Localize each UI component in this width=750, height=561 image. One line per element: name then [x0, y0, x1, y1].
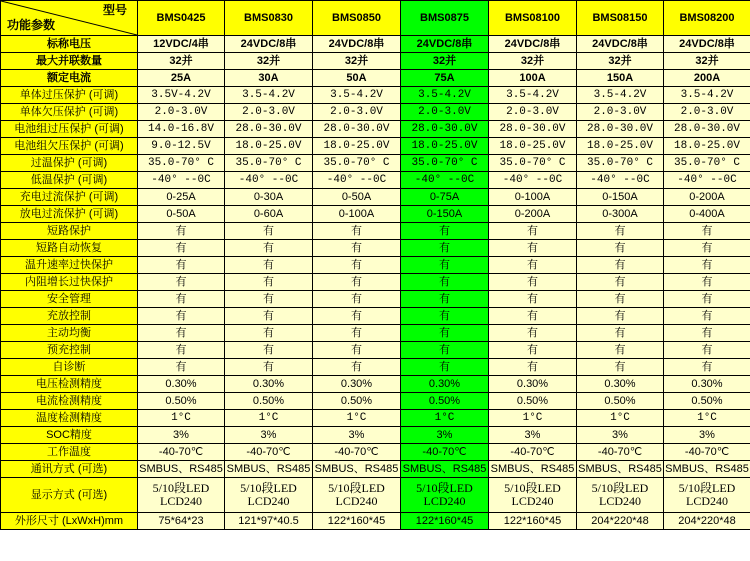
table-cell: 0.50% — [225, 393, 313, 410]
table-cell: 0-150A — [577, 189, 664, 206]
table-cell: 有 — [225, 240, 313, 257]
table-cell: 32并 — [401, 53, 489, 70]
table-cell: 有 — [313, 342, 401, 359]
table-cell: 0-300A — [577, 206, 664, 223]
display-option-line: 5/10段LED — [678, 480, 736, 495]
table-cell: -40-70℃ — [489, 444, 577, 461]
table-cell: 3.5V-4.2V — [138, 87, 225, 104]
table-cell: 28.0-30.0V — [401, 121, 489, 138]
model-header-bms08100: BMS08100 — [489, 1, 577, 36]
table-cell — [225, 478, 313, 513]
table-cell: 3% — [313, 427, 401, 444]
row-label: 放电过流保护 (可调) — [1, 206, 138, 223]
table-cell: 1°C — [138, 410, 225, 427]
table-cell: 150A — [577, 70, 664, 87]
table-row — [1, 172, 750, 189]
display-option-line: 5/10段LED — [591, 480, 649, 495]
table-cell: 12VDC/4串 — [138, 36, 225, 53]
table-cell: 0.50% — [313, 393, 401, 410]
table-cell — [401, 478, 489, 513]
table-cell: 0-50A — [138, 206, 225, 223]
table-cell: 3.5-4.2V — [577, 87, 664, 104]
table-cell: 1°C — [225, 410, 313, 427]
table-cell: 18.0-25.0V — [664, 138, 750, 155]
table-cell: -40° --0C — [225, 172, 313, 189]
row-label: 显示方式 (可选) — [1, 478, 138, 513]
display-option-line: 5/10段LED — [328, 480, 385, 495]
table-cell — [577, 478, 664, 513]
table-cell: 28.0-30.0V — [489, 121, 577, 138]
table-cell: 有 — [313, 257, 401, 274]
table-cell: 121*97*40.5 — [225, 513, 313, 530]
table-row — [1, 325, 750, 342]
table-cell: 35.0-70° C — [313, 155, 401, 172]
table-cell: 有 — [225, 325, 313, 342]
table-cell — [138, 478, 225, 513]
table-cell: 14.0-16.8V — [138, 121, 225, 138]
table-cell: 32并 — [313, 53, 401, 70]
display-option-line: LCD240 — [423, 494, 466, 508]
table-cell: 有 — [138, 291, 225, 308]
table-row — [1, 155, 750, 172]
table-cell: 有 — [489, 240, 577, 257]
table-cell: 2.0-3.0V — [313, 104, 401, 121]
table-cell: 有 — [313, 274, 401, 291]
table-cell: 有 — [313, 359, 401, 376]
table-cell: 2.0-3.0V — [138, 104, 225, 121]
table-cell: 有 — [577, 325, 664, 342]
table-cell: 0.50% — [489, 393, 577, 410]
table-cell: 24VDC/8串 — [313, 36, 401, 53]
table-cell: 3% — [138, 427, 225, 444]
table-cell: 有 — [138, 257, 225, 274]
table-cell: 0.30% — [225, 376, 313, 393]
table-cell: 0-50A — [313, 189, 401, 206]
row-label: 额定电流 — [1, 70, 138, 87]
table-cell: 有 — [138, 274, 225, 291]
table-cell: 有 — [577, 240, 664, 257]
table-cell: -40° --0C — [664, 172, 750, 189]
param-label: 功能参数 — [7, 17, 56, 32]
table-cell: 0.30% — [577, 376, 664, 393]
table-cell: 有 — [664, 359, 750, 376]
table-cell: 有 — [138, 325, 225, 342]
table-row — [1, 189, 750, 206]
row-label: 通讯方式 (可选) — [1, 461, 138, 478]
row-label: 过温保护 (可调) — [1, 155, 138, 172]
table-cell: 3.5-4.2V — [489, 87, 577, 104]
table-cell: 32并 — [577, 53, 664, 70]
table-cell: 有 — [664, 342, 750, 359]
table-cell: -40-70℃ — [225, 444, 313, 461]
row-label: 充放控制 — [1, 308, 138, 325]
table-cell: 0.50% — [138, 393, 225, 410]
table-row — [1, 138, 750, 155]
table-row — [1, 240, 750, 257]
table-cell: 9.0-12.5V — [138, 138, 225, 155]
table-cell: 有 — [664, 274, 750, 291]
row-label: 电压检测精度 — [1, 376, 138, 393]
table-cell: 35.0-70° C — [138, 155, 225, 172]
table-cell: SMBUS、RS485 — [664, 461, 750, 478]
table-row — [1, 291, 750, 308]
table-cell: 有 — [401, 308, 489, 325]
table-cell: 32并 — [225, 53, 313, 70]
table-cell: 有 — [138, 240, 225, 257]
table-cell: 0-25A — [138, 189, 225, 206]
table-cell: 3.5-4.2V — [401, 87, 489, 104]
table-cell: 3% — [489, 427, 577, 444]
table-cell: -40° --0C — [489, 172, 577, 189]
table-cell: 有 — [138, 342, 225, 359]
model-label: 型号 — [102, 3, 127, 17]
row-label: 预充控制 — [1, 342, 138, 359]
table-cell: 0-100A — [313, 206, 401, 223]
table-cell: 30A — [225, 70, 313, 87]
table-cell: 18.0-25.0V — [225, 138, 313, 155]
table-cell: 有 — [577, 223, 664, 240]
row-label: 短路保护 — [1, 223, 138, 240]
table-cell: 0.30% — [489, 376, 577, 393]
table-cell: SMBUS、RS485 — [313, 461, 401, 478]
table-row — [1, 393, 750, 410]
table-cell: 24VDC/8串 — [577, 36, 664, 53]
table-cell: 2.0-3.0V — [401, 104, 489, 121]
table-cell: 1°C — [489, 410, 577, 427]
table-cell: 35.0-70° C — [401, 155, 489, 172]
table-cell: SMBUS、RS485 — [225, 461, 313, 478]
table-cell: 2.0-3.0V — [664, 104, 750, 121]
table-cell: 0.50% — [577, 393, 664, 410]
table-cell: 35.0-70° C — [225, 155, 313, 172]
row-label: 单体欠压保护 (可调) — [1, 104, 138, 121]
table-cell — [313, 478, 401, 513]
table-row — [1, 410, 750, 427]
table-cell: 有 — [577, 308, 664, 325]
table-cell: 18.0-25.0V — [401, 138, 489, 155]
model-header-bms0425: BMS0425 — [138, 1, 225, 36]
row-label: 最大并联数量 — [1, 53, 138, 70]
row-label: 内阻增长过快保护 — [1, 274, 138, 291]
table-cell: 有 — [138, 359, 225, 376]
table-cell: -40-70℃ — [138, 444, 225, 461]
table-cell: 32并 — [138, 53, 225, 70]
display-option-line: 5/10段LED — [152, 480, 210, 495]
table-cell: 1°C — [577, 410, 664, 427]
table-cell: -40-70℃ — [664, 444, 750, 461]
table-cell: 1°C — [313, 410, 401, 427]
table-cell: 122*160*45 — [313, 513, 401, 530]
table-cell: 有 — [225, 223, 313, 240]
table-cell: 有 — [401, 223, 489, 240]
table-cell: 有 — [313, 223, 401, 240]
table-row — [1, 206, 750, 223]
table-cell: 有 — [401, 359, 489, 376]
table-cell: 2.0-3.0V — [577, 104, 664, 121]
table-cell: 有 — [489, 342, 577, 359]
table-cell: 3.5-4.2V — [664, 87, 750, 104]
table-cell: 35.0-70° C — [577, 155, 664, 172]
table-cell: 有 — [313, 291, 401, 308]
row-label: 电流检测精度 — [1, 393, 138, 410]
table-cell: 有 — [664, 291, 750, 308]
table-cell: 18.0-25.0V — [577, 138, 664, 155]
table-cell: 有 — [577, 274, 664, 291]
table-cell: -40° --0C — [401, 172, 489, 189]
table-cell: 有 — [313, 240, 401, 257]
table-cell: 28.0-30.0V — [664, 121, 750, 138]
table-cell: 有 — [664, 308, 750, 325]
table-cell: 24VDC/8串 — [489, 36, 577, 53]
table-cell: 有 — [489, 223, 577, 240]
table-cell: 3.5-4.2V — [313, 87, 401, 104]
table-cell: 0.30% — [138, 376, 225, 393]
table-cell: 有 — [313, 308, 401, 325]
row-label: 短路自动恢复 — [1, 240, 138, 257]
table-cell: 有 — [138, 223, 225, 240]
table-cell: 1°C — [664, 410, 750, 427]
table-cell: 204*220*48 — [664, 513, 750, 530]
table-cell: 0-150A — [401, 206, 489, 223]
row-label: 温度检测精度 — [1, 410, 138, 427]
table-cell: 24VDC/8串 — [225, 36, 313, 53]
table-row — [1, 513, 750, 530]
table-row — [1, 104, 750, 121]
display-option-line: LCD240 — [335, 494, 378, 508]
table-cell: SMBUS、RS485 — [138, 461, 225, 478]
table-cell: 有 — [489, 308, 577, 325]
table-cell: 有 — [577, 291, 664, 308]
display-option-line: LCD240 — [247, 494, 290, 508]
table-cell: -40° --0C — [577, 172, 664, 189]
table-cell: 75*64*23 — [138, 513, 225, 530]
row-label: 电池组过压保护 (可调) — [1, 121, 138, 138]
table-row — [1, 70, 750, 87]
table-cell: 32并 — [664, 53, 750, 70]
table-cell: 有 — [225, 308, 313, 325]
table-cell: 有 — [577, 359, 664, 376]
row-label: 主动均衡 — [1, 325, 138, 342]
table-cell: SMBUS、RS485 — [489, 461, 577, 478]
table-cell: 35.0-70° C — [489, 155, 577, 172]
table-cell: 18.0-25.0V — [313, 138, 401, 155]
display-option-line: 5/10段LED — [416, 480, 473, 495]
table-cell: 有 — [225, 257, 313, 274]
table-cell: 24VDC/8串 — [664, 36, 750, 53]
table-cell: 28.0-30.0V — [577, 121, 664, 138]
table-cell: 2.0-3.0V — [489, 104, 577, 121]
table-cell: 122*160*45 — [401, 513, 489, 530]
table-cell: 75A — [401, 70, 489, 87]
model-header-bms0850: BMS0850 — [313, 1, 401, 36]
table-cell: 有 — [401, 274, 489, 291]
table-cell: 有 — [401, 240, 489, 257]
table-row — [1, 478, 750, 513]
table-cell: 204*220*48 — [577, 513, 664, 530]
row-label: 工作温度 — [1, 444, 138, 461]
row-label: 自诊断 — [1, 359, 138, 376]
table-cell: 0.50% — [664, 393, 750, 410]
table-cell: 100A — [489, 70, 577, 87]
table-cell: 有 — [138, 308, 225, 325]
table-cell: 有 — [664, 325, 750, 342]
table-cell: 28.0-30.0V — [313, 121, 401, 138]
row-label: 单体过压保护 (可调) — [1, 87, 138, 104]
table-cell: 有 — [664, 257, 750, 274]
table-row — [1, 257, 750, 274]
row-label: 低温保护 (可调) — [1, 172, 138, 189]
table-row — [1, 121, 750, 138]
table-cell: 有 — [225, 359, 313, 376]
table-row — [1, 444, 750, 461]
display-option-line: LCD240 — [686, 494, 728, 508]
table-cell: 有 — [313, 325, 401, 342]
table-row — [1, 53, 750, 70]
table-row — [1, 223, 750, 240]
table-cell: 有 — [489, 291, 577, 308]
table-row — [1, 461, 750, 478]
table-cell: 35.0-70° C — [664, 155, 750, 172]
table-cell: 有 — [489, 274, 577, 291]
header-row — [1, 1, 750, 36]
table-cell: 有 — [225, 342, 313, 359]
table-cell: -40-70℃ — [313, 444, 401, 461]
table-cell: 0.50% — [401, 393, 489, 410]
table-row — [1, 427, 750, 444]
table-cell: 1°C — [401, 410, 489, 427]
table-cell: 有 — [401, 291, 489, 308]
table-cell: 有 — [577, 257, 664, 274]
table-cell: 有 — [225, 291, 313, 308]
table-cell — [489, 478, 577, 513]
table-cell: 32并 — [489, 53, 577, 70]
table-row — [1, 308, 750, 325]
model-header-bms0830: BMS0830 — [225, 1, 313, 36]
table-cell: 有 — [489, 325, 577, 342]
row-label: 安全管理 — [1, 291, 138, 308]
table-cell: 有 — [664, 223, 750, 240]
table-cell: 18.0-25.0V — [489, 138, 577, 155]
table-cell: 28.0-30.0V — [225, 121, 313, 138]
table-cell: 3% — [401, 427, 489, 444]
table-cell: 有 — [225, 274, 313, 291]
table-cell: 有 — [489, 359, 577, 376]
row-label: 标称电压 — [1, 36, 138, 53]
table-row — [1, 87, 750, 104]
table-cell: -40-70℃ — [577, 444, 664, 461]
table-cell: 0-400A — [664, 206, 750, 223]
table-cell: 有 — [401, 342, 489, 359]
table-cell: 200A — [664, 70, 750, 87]
table-cell: 3% — [577, 427, 664, 444]
display-option-line: LCD240 — [511, 494, 554, 508]
table-cell: 0-75A — [401, 189, 489, 206]
table-cell: 有 — [489, 257, 577, 274]
table-row — [1, 274, 750, 291]
table-cell: 0-60A — [225, 206, 313, 223]
model-header-bms0875: BMS0875 — [401, 1, 489, 36]
table-cell: 有 — [401, 257, 489, 274]
table-cell: 2.0-3.0V — [225, 104, 313, 121]
table-cell: -40° --0C — [138, 172, 225, 189]
display-option-line: LCD240 — [160, 494, 202, 508]
table-cell: 24VDC/8串 — [401, 36, 489, 53]
table-cell: SMBUS、RS485 — [401, 461, 489, 478]
table-cell: 122*160*45 — [489, 513, 577, 530]
table-cell: 有 — [401, 325, 489, 342]
table-cell: -40° --0C — [313, 172, 401, 189]
table-cell: -40-70℃ — [401, 444, 489, 461]
table-cell: 25A — [138, 70, 225, 87]
model-header-bms08150: BMS08150 — [577, 1, 664, 36]
table-cell: 3% — [225, 427, 313, 444]
table-row — [1, 359, 750, 376]
table-cell: 有 — [577, 342, 664, 359]
row-label: SOC精度 — [1, 427, 138, 444]
table-cell: 50A — [313, 70, 401, 87]
table-cell: 0-100A — [489, 189, 577, 206]
table-row — [1, 36, 750, 53]
display-option-line: LCD240 — [599, 494, 641, 508]
table-row — [1, 376, 750, 393]
corner-header-cell — [1, 1, 138, 36]
table-cell: 0-30A — [225, 189, 313, 206]
table-cell: 3% — [664, 427, 750, 444]
table-cell: 3.5-4.2V — [225, 87, 313, 104]
table-cell: 0.30% — [401, 376, 489, 393]
table-cell: 0-200A — [664, 189, 750, 206]
model-header-bms08200: BMS08200 — [664, 1, 750, 36]
table-cell: 0-200A — [489, 206, 577, 223]
table-cell: 0.30% — [664, 376, 750, 393]
display-option-line: 5/10段LED — [504, 480, 561, 495]
row-label: 外形尺寸 (LxWxH)mm — [1, 513, 138, 530]
table-cell: 有 — [664, 240, 750, 257]
table-cell — [664, 478, 750, 513]
row-label: 温升速率过快保护 — [1, 257, 138, 274]
row-label: 电池组欠压保护 (可调) — [1, 138, 138, 155]
display-option-line: 5/10段LED — [240, 480, 297, 495]
table-cell: SMBUS、RS485 — [577, 461, 664, 478]
table-cell: 0.30% — [313, 376, 401, 393]
row-label: 充电过流保护 (可调) — [1, 189, 138, 206]
table-row — [1, 342, 750, 359]
